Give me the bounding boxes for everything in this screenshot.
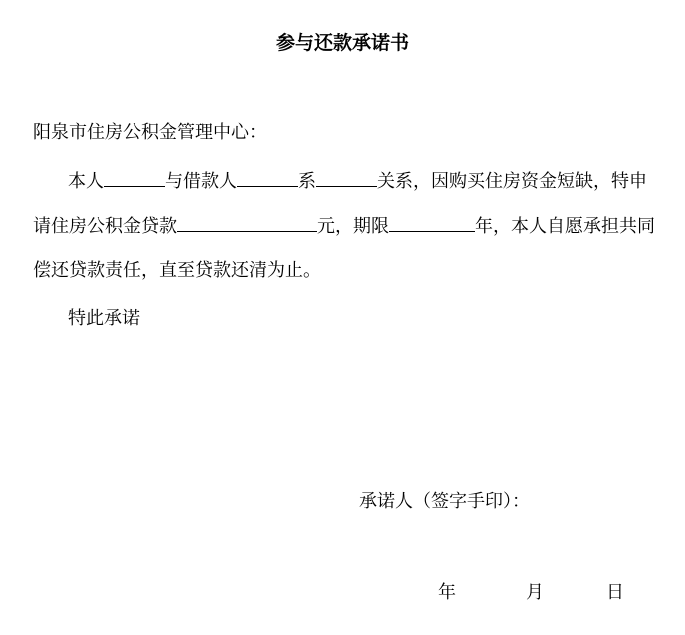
closing-line: 特此承诺: [68, 308, 140, 329]
signature-label: 承诺人（签字手印）：: [359, 491, 530, 512]
paragraph-line-3: 偿还贷款责任，直至贷款还清为止。: [33, 260, 321, 281]
addressee: 阳泉市住房公积金管理中心：: [33, 122, 267, 143]
text-segment: 关系，因购买住房资金短缺，特申: [377, 171, 647, 192]
date-month: 月: [526, 582, 544, 603]
paragraph-line-1: [68, 168, 647, 195]
blank-underline: [389, 213, 475, 232]
text-segment: 系: [298, 171, 316, 192]
date-day: 日: [606, 582, 624, 603]
text-segment: 与借款人: [165, 171, 237, 192]
date-year: 年: [438, 582, 456, 603]
text-segment: 本人: [68, 171, 104, 192]
text-segment: 请住房公积金贷款: [33, 216, 177, 237]
text-segment: 年，本人自愿承担共同: [475, 216, 655, 237]
blank-underline: [237, 168, 298, 187]
blank-underline: [104, 168, 165, 187]
blank-underline: [177, 213, 317, 232]
document-title: 参与还款承诺书: [275, 32, 409, 54]
blank-underline: [316, 168, 377, 187]
text-segment: 元，期限: [317, 216, 389, 237]
paragraph-line-2: [33, 213, 655, 240]
